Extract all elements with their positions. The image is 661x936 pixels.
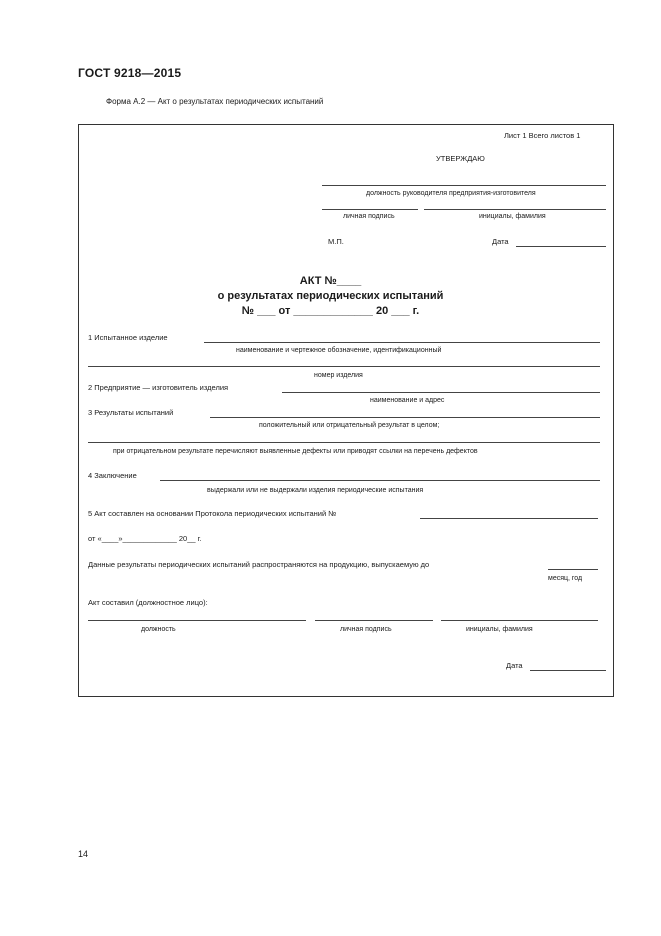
item2-label: 2 Предприятие — изготовитель изделия bbox=[88, 383, 229, 392]
stamp-label: М.П. bbox=[328, 237, 344, 246]
approver-name-line[interactable] bbox=[424, 209, 606, 210]
compiler-signature-line[interactable] bbox=[315, 620, 433, 621]
item1-hint: наименование и чертежное обозначение, идентификационный bbox=[236, 347, 442, 354]
approve-date-line[interactable] bbox=[516, 246, 606, 247]
compiler-name-hint: инициалы, фамилия bbox=[466, 626, 533, 633]
item2-line[interactable] bbox=[282, 392, 600, 393]
validity-hint: месяц, год bbox=[548, 575, 583, 582]
compiled-date-line[interactable] bbox=[530, 670, 606, 671]
approver-position-hint: должность руководителя предприятия-изготовителя bbox=[366, 190, 536, 197]
approver-signature-line[interactable] bbox=[322, 209, 418, 210]
form-caption: Форма А.2 — Акт о результатах периодических испытаний bbox=[106, 97, 324, 106]
approver-signature-hint: личная подпись bbox=[343, 213, 395, 220]
item4-line[interactable] bbox=[160, 480, 600, 481]
act-subtitle: о результатах периодических испытаний bbox=[217, 290, 444, 302]
act-title: АКТ №____ bbox=[299, 275, 362, 287]
approver-name-hint: инициалы, фамилия bbox=[479, 213, 546, 220]
page-number: 14 bbox=[78, 849, 89, 859]
act-number-date: № ___ от _____________ 20 ___ г. bbox=[241, 305, 420, 317]
standard-header: ГОСТ 9218—2015 bbox=[78, 66, 182, 80]
item3-label: 3 Результаты испытаний bbox=[88, 408, 174, 417]
item1-hint2: номер изделия bbox=[314, 372, 363, 379]
compiler-name-line[interactable] bbox=[441, 620, 598, 621]
compiled-label: Акт составил (должностное лицо): bbox=[88, 598, 208, 607]
item1-line2[interactable] bbox=[88, 366, 600, 367]
item3-line2[interactable] bbox=[88, 442, 600, 443]
item3-line[interactable] bbox=[210, 417, 600, 418]
sheet-info: Лист 1 Всего листов 1 bbox=[504, 131, 581, 140]
compiled-date-label: Дата bbox=[506, 661, 523, 670]
item2-hint: наименование и адрес bbox=[370, 397, 445, 404]
item5-date: от «____»_____________ 20__ г. bbox=[88, 534, 202, 543]
item1-label: 1 Испытанное изделие bbox=[88, 333, 168, 342]
compiler-signature-hint: личная подпись bbox=[340, 626, 392, 633]
item3-hint2: при отрицательном результате перечисляют выявленные дефекты или приводят ссылки на перечень дефектов bbox=[113, 448, 478, 455]
approver-position-line[interactable] bbox=[322, 185, 606, 186]
approve-label: УТВЕРЖДАЮ bbox=[436, 154, 485, 163]
item5-protocol-line[interactable] bbox=[420, 518, 598, 519]
compiler-position-line[interactable] bbox=[88, 620, 306, 621]
item5-text: 5 Акт составлен на основании Протокола периодических испытаний № bbox=[88, 509, 337, 518]
item4-label: 4 Заключение bbox=[88, 471, 137, 480]
item3-hint: положительный или отрицательный результат в целом; bbox=[259, 422, 440, 429]
compiler-position-hint: должность bbox=[141, 626, 176, 633]
item1-line[interactable] bbox=[204, 342, 600, 343]
item4-hint: выдержали или не выдержали изделия периодические испытания bbox=[207, 487, 424, 494]
approve-date-label: Дата bbox=[492, 237, 509, 246]
validity-text: Данные результаты периодических испытаний распространяются на продукцию, выпускаемую до bbox=[88, 560, 430, 569]
validity-date-line[interactable] bbox=[548, 569, 598, 570]
